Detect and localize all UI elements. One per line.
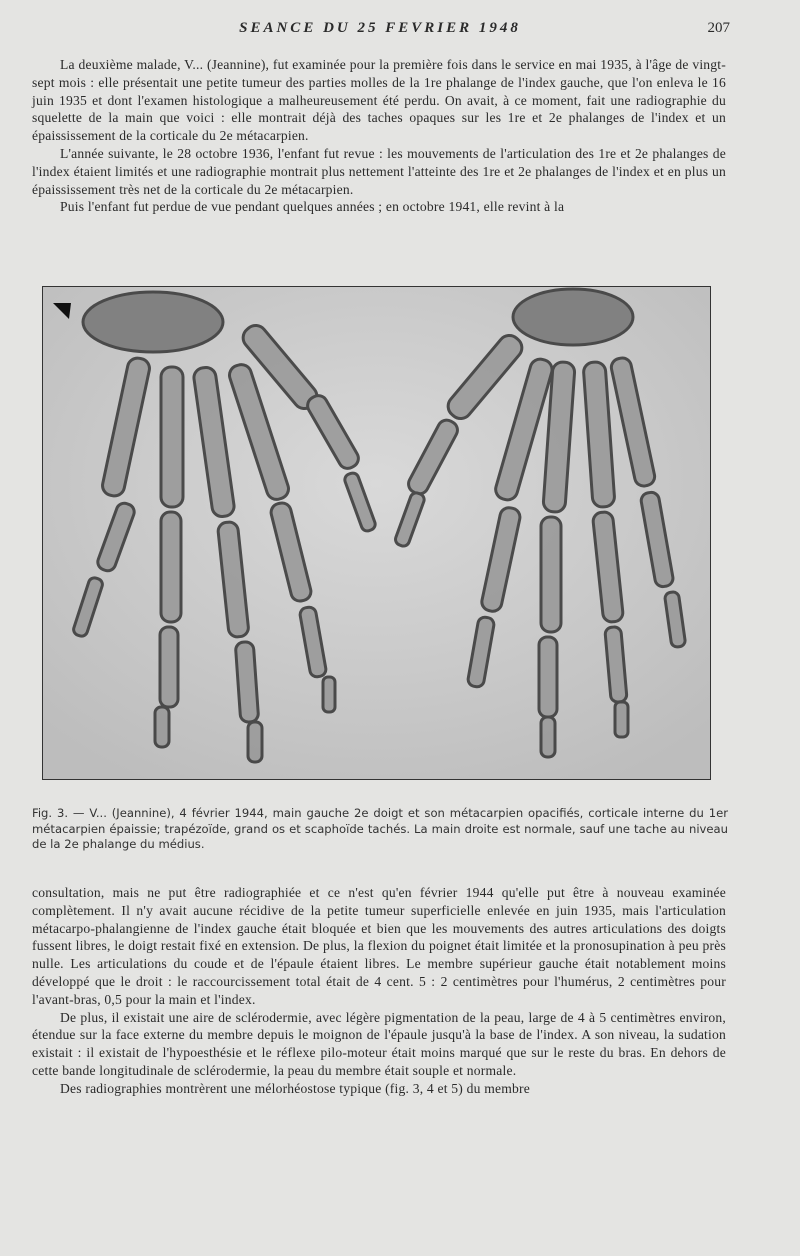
paragraph: Puis l'enfant fut perdue de vue pendant quelques années ; en octobre 1941, elle revint à la (60, 199, 565, 215)
paragraph: consultation, mais ne put être radiographiée et ce n'est qu'en février 1944 qu'elle put être à nouveau examinée complètement. Il n'y avait aucune récidive de la petite tumeur superficielle enlevée en juin 1935, mais l'articulation métacarpo-phalangienne de l'index gauche était bloquée et bien que les mouvements des autres articulations des doigts fussent libres, le doigt restait fixé en extension. De plus, la flexion du poignet était limitée et la pronosupination à peu près nulle. Les articulations du coude et de l'épaule étaient libres. Le membre supérieur gauche était notablement moins développé que le droit : le raccourcissement total était de 4 cent. 5 : 2 centimètres pour l'humérus, 2 centimètres pour l'avant-bras, 0,5 pour la main et l'index. (32, 885, 726, 1007)
paragraph: La deuxième malade, V... (Jeannine), fut examinée pour la première fois dans le service en mai 1935, à l'âge de vingt-sept mois : elle présentait une petite tumeur des parties molles de la 1re phalange de l'index gauche, que l'on enleva le 16 juin 1935 et dont l'examen histologique a malheureusement été perdu. On avait, à ce moment, fait une radiographie du squelette de la main que voici : elle montrait déjà des taches opaques sur les 1re et 2e phalanges de l'index et un épaississement de la corticale du 2e métacarpien. (32, 57, 726, 144)
page-header (30, 20, 730, 42)
paragraph: De plus, il existait une aire de sclérodermie, avec légère pigmentation de la peau, large de 4 à 5 centimètres environ, étendue sur la face externe du membre depuis le moignon de l'épaule jusqu'à la base de l'index. A son niveau, la sudation existait : il existait de l'hypoesthésie et le réflexe pilo-moteur était moins marqué que sur le reste du bras. En dehors de cette bande longitudinale de sclérodermie, la peau du membre était souple et normale. (32, 1009, 726, 1078)
paragraph: L'année suivante, le 28 octobre 1936, l'enfant fut revue : les mouvements de l'articulation des 1re et 2e phalanges de l'index étaient limités et une radiographie montrait plus nettement l'atteinte des 1re et 2e phalanges de l'index et en plus un épaississement très net de la corticale du 2e métacarpien. (32, 145, 726, 197)
figure-caption: Fig. 3. — V... (Jeannine), 4 février 1944, main gauche 2e doigt et son métacarpien opacifiés, corticale interne du 1er métacarpien épaissie; trapézoïde, grand os et scaphoïde tachés. La main droite est normale, sauf une tache au niveau de la 2e phalange du médius. (32, 806, 728, 851)
radiograph-figure (42, 286, 711, 780)
paragraph: Des radiographies montrèrent une mélorhéostose typique (fig. 3, 4 et 5) du membre (60, 1080, 530, 1096)
hands-radiograph-image (43, 287, 710, 779)
top-text-block (32, 56, 726, 216)
bottom-text-block (32, 884, 726, 1098)
running-title: SEANCE DU 25 FEVRIER 1948 (239, 20, 521, 36)
page-number: 207 (707, 20, 730, 36)
